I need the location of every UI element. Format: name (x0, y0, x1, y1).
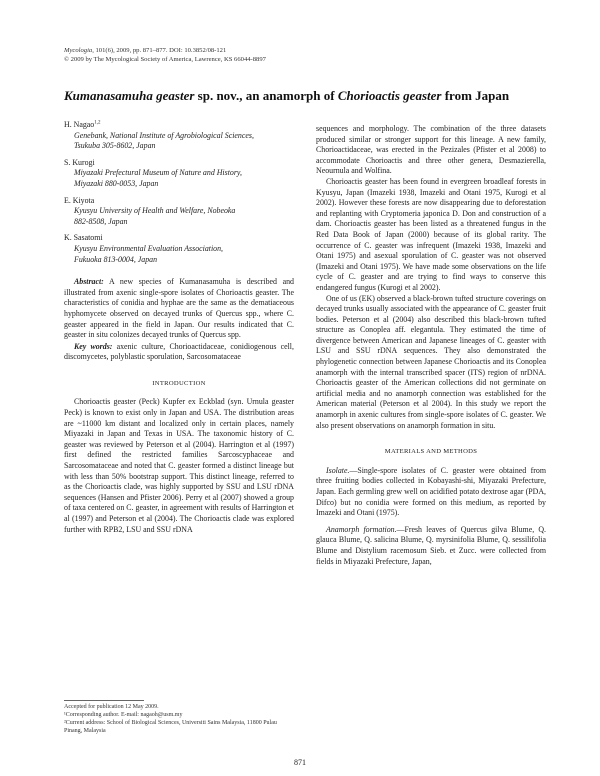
author-block (64, 196, 294, 228)
methods-paragraph (316, 466, 546, 519)
left-column (64, 120, 294, 535)
title-end: from Japan (441, 88, 510, 103)
footnotes (64, 703, 294, 735)
author-affiliation: Genebank, National Institute of Agrobiological Sciences, (74, 130, 254, 140)
author-address: Tsukuba 305-8602, Japan (74, 141, 156, 151)
section-heading-methods: MATERIALS AND METHODS (384, 448, 478, 456)
intro-paragraph: One of us (EK) observed a black-brown tufted structure coverings on decayed trunks usually associated with the appearance of C. geaster fruit bodies. Peterson et al (2004) also described this black-brown tufted structure as Conoplea aff. elegantula. They estimated the time of divergence between American and Japanese lineages of C. geaster with LSU and SSU rDNA sequences. They also demonstrated the phylogenetic connection between Japanese Chorioactis and its Conoplea anamorph with the internal transcribed spacer (ITS) region of nrDNA. Chorioactis geaster of the American collections did not germinate on artificial media and no anamorph connection was established for the American material (Peterson et al 2004). In this study we report the anamorph in axenic cultures from single-spore isolates of C. geaster. We also present observations on anamorph formation in situ. (316, 293, 546, 430)
article-title (64, 88, 554, 103)
title-species: Kumanasamuha geaster (64, 88, 195, 103)
journal-header (64, 46, 266, 64)
intro-paragraph: Chorioactis geaster has been found in evergreen broadleaf forests in Kyusyu, Japan (Imazeki 1938, Imazeki and Otani 1975, Kurogi et al 2002). However these forests are now disappearing due to deforestation and replanting with Cryptomeria japonica D. Don and construction of a dam. Chorioactis geaster has been listed as a threatened fungus in the Red Data Book of Japan (2000) because of its global rarity. The occurrence of C. geaster was infrequent (Imazeki 1938, Imazeki and Otani 1975) and asexual sporulation of C. geaster was not observed (Imazeki and Otani 1975). We have made some observations on the life cycle of C. geaster and are trying to find ways to conserve this endangered fungus (Kurogi et al 2002). (316, 176, 546, 292)
author-address: Miyazaki 880-0053, Japan (74, 178, 159, 188)
subheading-isolate: Isolate. (326, 465, 350, 475)
subheading-anamorph: Anamorph formation. (326, 524, 397, 534)
page-number: 871 (294, 758, 306, 767)
author-name: H. Nagao (64, 120, 95, 129)
author-affiliation: Kyusyu Environmental Evaluation Association, (74, 243, 224, 253)
author-name: S. Kurogi (64, 157, 95, 167)
section-heading-introduction: INTRODUCTION (152, 379, 206, 387)
title-teleomorph: Chorioactis geaster (337, 88, 442, 103)
author-block (64, 233, 294, 265)
citation-line (64, 46, 266, 55)
author-name: K. Sasatomi (64, 233, 103, 243)
footnote-1: ¹Corresponding author. E-mail: nagaoh@usm.my (64, 712, 183, 718)
intro-paragraph-continued: sequences and morphology. The combination of the three datasets produced similar or stronger support for this lineage. A new family, Chorioactidaceae, was erected in the Pezizales (Pfister et al 2008) to accommodate Chorioactis and three other genera, Desmazierella, Neournula and Wolfina. (316, 124, 546, 176)
author-block (64, 158, 294, 190)
author-affiliation: Kyusyu University of Health and Welfare, Nobeoka (74, 206, 236, 216)
keywords (64, 342, 294, 363)
footnote-rule (64, 700, 144, 701)
methods-anamorph-text: —Fresh leaves of Quercus gilva Blume, Q. glauca Blume, Q. salicina Blume, Q. myrsinifolia Blume, Q. sessilifolia Blume and Distylium racemosum Sieb. et Zucc. were collected from fields in Miyazaki Prefecture, Japan, (316, 524, 546, 566)
abstract-text: A new species of Kumanasamuha is described and illustrated from axenic single-spore isolates of Chorioactis geaster. The characteristics of conidia and hyphae are the same as the dematiaceous hyphomycete observed on decayed trunks of Quercus spp., where C. geaster appeared in the field in Japan. Our results indicated that C. geaster in situ colonizes decayed trunks of Quercus spp. (64, 277, 294, 340)
methods-isolate-text: —Single-spore isolates of C. geaster were obtained from three fruiting bodies collected in Kobayashi-shi, Miyazaki Prefecture, Japan. Each germling grew well on acidified potato dextrose agar (PDA, Difco) but no conidia were formed on this medium, as reported by Imazeki and Otani (1975). (316, 465, 546, 518)
citation: , 101(6), 2009, pp. 871–877. DOI: 10.3852/08-121 (92, 47, 227, 54)
keywords-label: Key words: (74, 341, 113, 351)
footnote-2: ²Current address: School of Biological Sciences, Universiti Sains Malaysia, 11800 Pulau Pinang, Malaysia (64, 720, 277, 734)
abstract (64, 277, 294, 341)
methods-paragraph (316, 525, 546, 567)
author-address: Fukuoka 813-0004, Japan (74, 254, 158, 264)
author-superscript: 1,2 (94, 120, 101, 126)
intro-paragraph: Chorioactis geaster (Peck) Kupfer ex Eckblad (syn. Urnula geaster Peck) is known to exist only in Japan and USA. The distribution areas are ~11000 km distant and localized only in certain places, namely Miyazaki in Japan and Texas in USA. The taxonomic history of C. geaster was reviewed by Peterson et al (2004). Harrington et al (1997) first defined the restricted families Sarcoscyphaceae and Sarcosomataceae and noted that C. geaster formed a distinct lineage but with less than 50% bootstrap support. This distinct lineage, referred to as the Chorioactis clade, was highly supported by SSU and LSU rDNA sequences (Hansen and Pfister 2006). Perry et al (2007) showed a group of taxa centered on C. geaster, in agreement with results of Harrington et al (1997) and Peterson et al (2004). The Chorioactis clade was explored further with RPB2, LSU and SSU rDNA (64, 397, 294, 534)
author-address: 882-8508, Japan (74, 216, 128, 226)
author-name: E. Kiyota (64, 195, 95, 205)
author-block (64, 120, 294, 152)
author-affiliation: Miyazaki Prefectural Museum of Nature and History, (74, 168, 242, 178)
journal-name: Mycologia (64, 47, 93, 54)
title-mid: sp. nov., an anamorph of (194, 88, 338, 103)
accepted-note: Accepted for publication 12 May 2009. (64, 704, 159, 710)
keywords-text: axenic culture, Chorioactidaceae, conidiogenous cell, discomycetes, polyblastic sporulation, Sarcosomataceae (64, 341, 294, 362)
right-column (316, 124, 546, 567)
copyright-line: © 2009 by The Mycological Society of America, Lawrence, KS 66044-8897 (64, 56, 266, 63)
abstract-label: Abstract: (74, 277, 104, 287)
